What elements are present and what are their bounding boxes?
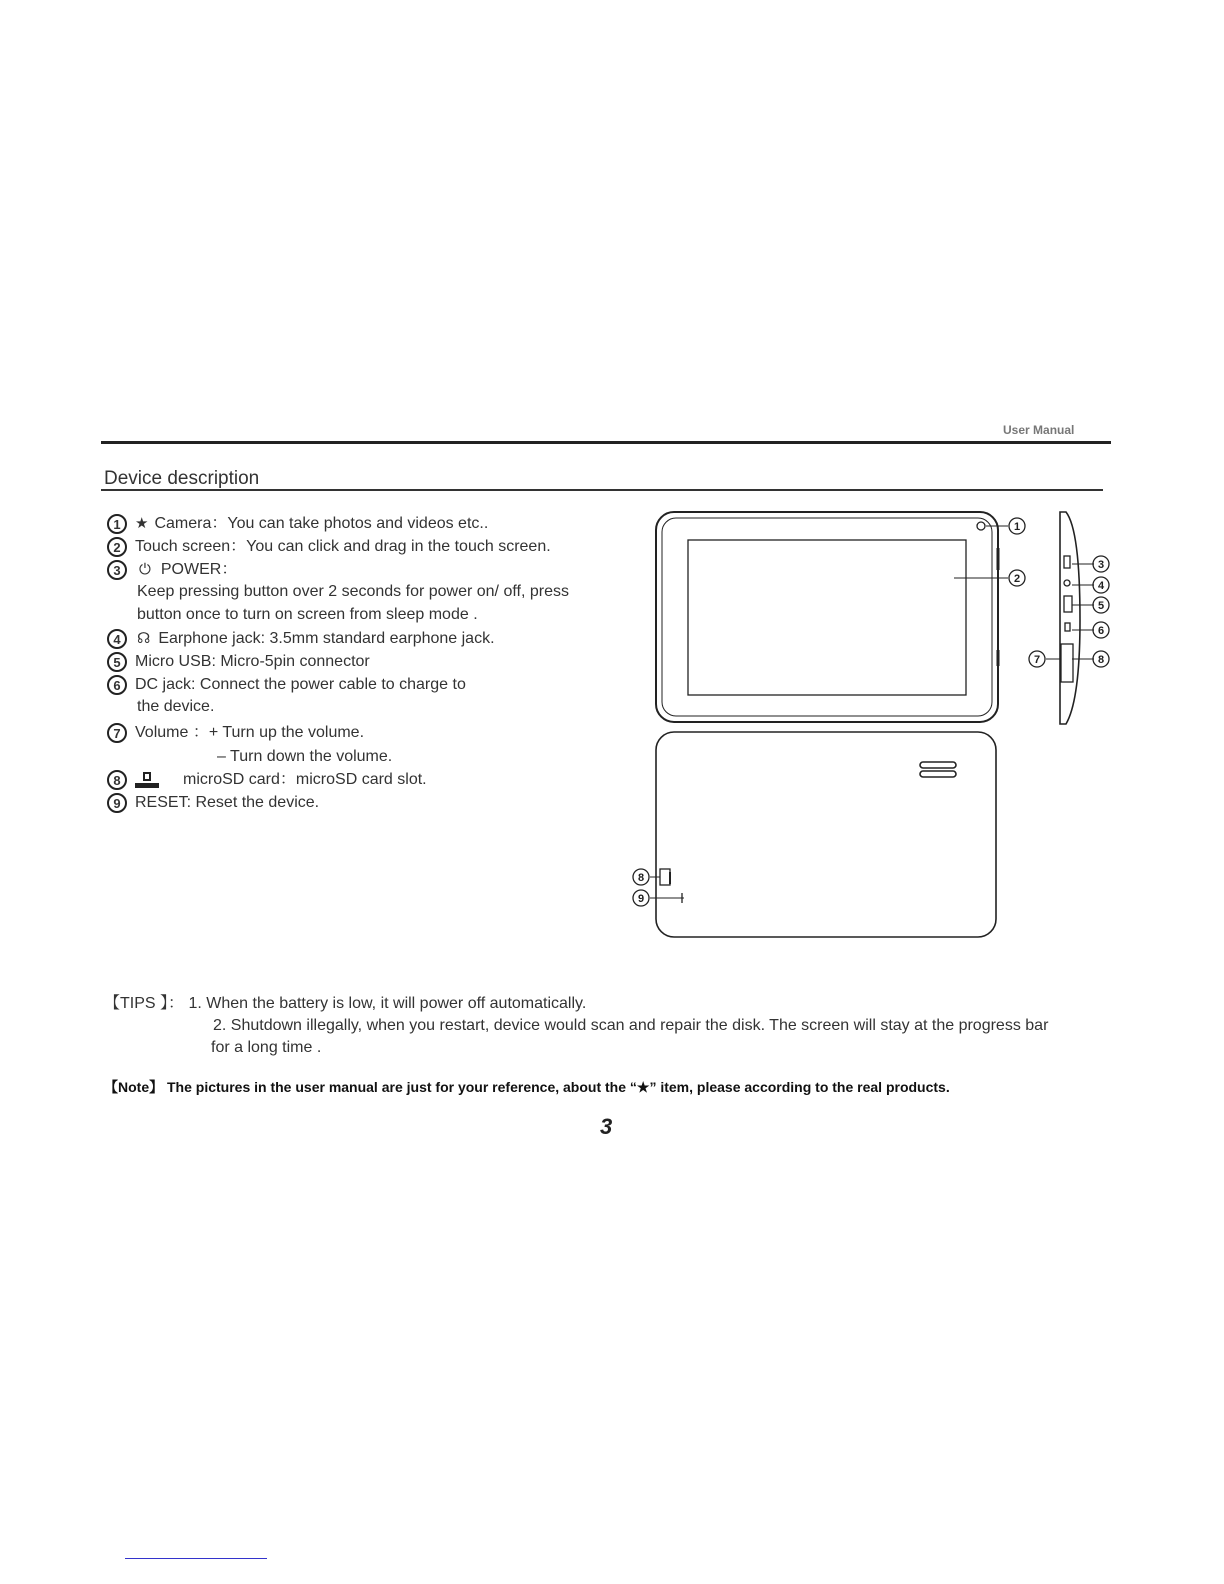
callout-9-back: 9: [637, 893, 645, 905]
item-power-desc-2: button once to turn on screen from sleep mode .: [137, 606, 478, 623]
tablet-screen: [688, 540, 966, 695]
footer-underline: [125, 1558, 267, 1559]
tips-line-1: 1. When the battery is low, it will power off automatically.: [188, 995, 587, 1012]
callout-number: 1: [107, 514, 127, 534]
item-camera: [107, 514, 488, 534]
tablet-front-outline: [656, 512, 998, 722]
item-power-desc-1: Keep pressing button over 2 seconds for power on/ off, press: [137, 583, 569, 600]
tips-line-3: for a long time .: [211, 1039, 322, 1056]
camera-lens: [977, 522, 985, 530]
callout-3-side: 3: [1097, 559, 1105, 571]
callout-4-side: 4: [1097, 580, 1105, 592]
item-earphone: [107, 629, 495, 649]
callout-number: 5: [107, 652, 127, 672]
callout-6-side: 6: [1097, 625, 1105, 637]
item-micro-usb: [107, 652, 370, 672]
item-text: DC jack: Connect the power cable to charge to: [135, 676, 466, 694]
section-title: Device description: [104, 468, 260, 489]
callout-number: 7: [107, 723, 127, 743]
item-touch-screen: [107, 537, 551, 557]
callout-number: 9: [107, 793, 127, 813]
headphone-icon: ☊: [137, 630, 151, 648]
page-number: 3: [600, 1114, 613, 1139]
item-reset: [107, 793, 319, 813]
item-volume-down: – Turn down the volume.: [217, 748, 393, 765]
callout-8-back: 8: [637, 872, 645, 884]
microsd-card-icon: [135, 772, 159, 788]
item-text: microSD card：microSD card slot.: [183, 771, 427, 789]
item-text: Camera：You can take photos and videos etc..: [154, 515, 489, 533]
callout-number: 3: [107, 560, 127, 580]
item-volume: [107, 723, 364, 743]
section-rule: [101, 489, 1103, 491]
note-text: 【Note】 The pictures in the user manual are just for your reference, about the “★” item, please according to the real products.: [104, 1079, 950, 1095]
item-text: POWER：: [160, 561, 238, 579]
item-text: Micro USB: Micro-5pin connector: [135, 653, 370, 671]
callout-number: 4: [107, 629, 127, 649]
item-text: Earphone jack: 3.5mm standard earphone jack.: [158, 630, 495, 648]
power-icon: ⏻: [139, 561, 151, 579]
tips-block: [104, 993, 1048, 1059]
callout-number: 8: [107, 770, 127, 790]
tips-label: 【TIPS 】：: [104, 995, 185, 1012]
callout-number: 6: [107, 675, 127, 695]
header-rule: [101, 441, 1111, 444]
tips-line-2: 2. Shutdown illegally, when you restart, device would scan and repair the disk. The screen will stay at the progress bar: [213, 1017, 1049, 1034]
callout-number: 2: [107, 537, 127, 557]
callout-1-front: 1: [1013, 521, 1021, 533]
item-dc-jack: [107, 675, 466, 695]
star-icon: ★: [135, 515, 149, 533]
tablet-side-outline: [1060, 512, 1080, 724]
item-text: Volume ：+ Turn up the volume.: [135, 724, 365, 742]
item-text: RESET: Reset the device.: [135, 794, 320, 812]
item-microsd: [107, 770, 427, 790]
item-text: Touch screen：You can click and drag in the touch screen.: [135, 538, 551, 556]
callout-2-front: 2: [1013, 573, 1021, 585]
callout-8-side: 8: [1097, 654, 1105, 666]
callout-7-side: 7: [1033, 654, 1041, 666]
item-power: [107, 560, 237, 580]
callout-5-side: 5: [1097, 600, 1105, 612]
item-dc-jack-desc: the device.: [137, 698, 215, 715]
device-diagram: [620, 500, 1120, 945]
header-label: User Manual: [1003, 423, 1075, 437]
